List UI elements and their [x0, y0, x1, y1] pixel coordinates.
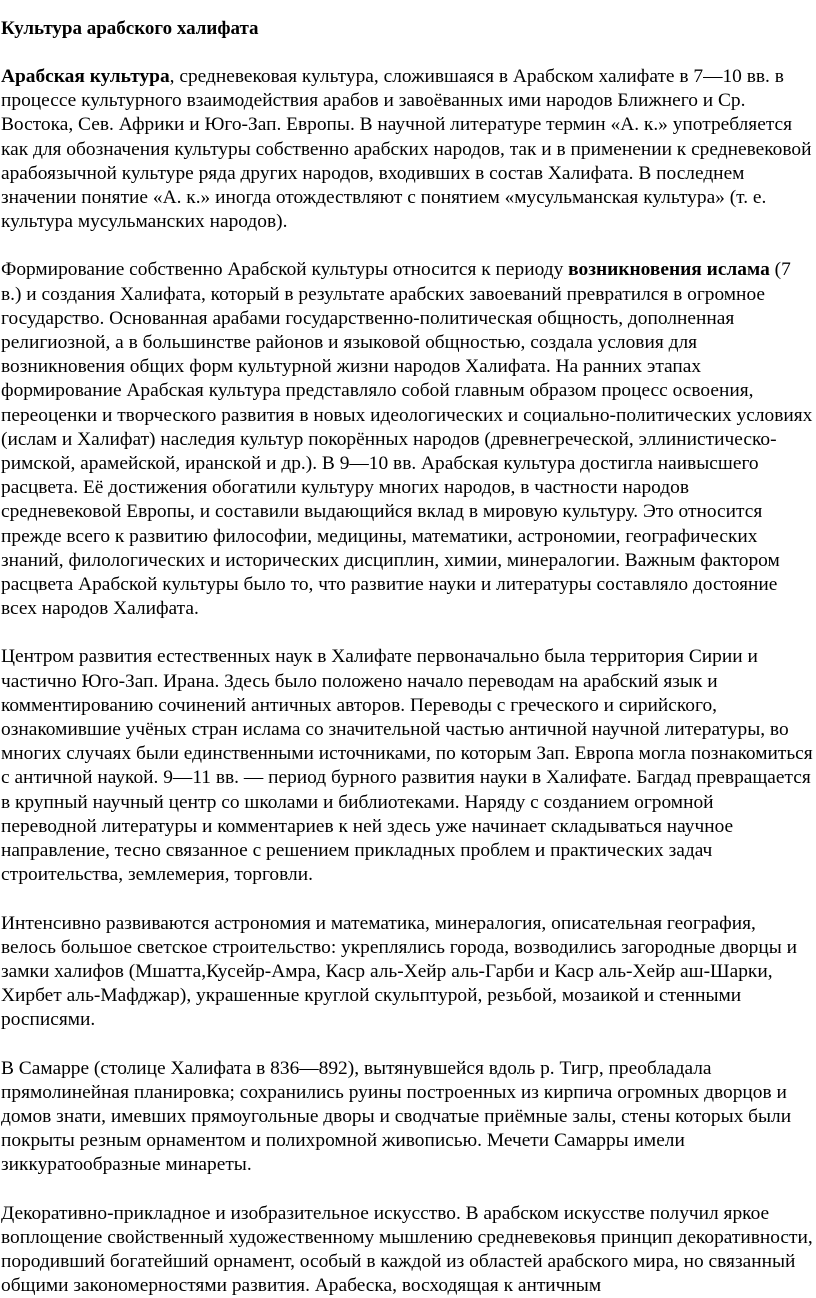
paragraph-text: , средневековая культура, сложившаяся в Арабском халифате в 7—10 вв. в процессе культурного взаимодействия арабов и завоёванных ими народов Ближнего и Ср. Востока, Сев. Африки и Юго-Зап. Европы. В научной литературе термин «А. к.» употребляется как для обозначения культуры собственно арабских народов, так и в применении к средневековой арабоязычной культуре ряда других народов, входивших в состав Халифата. В последнем значении понятие «А. к.» иногда отождествляют с понятием «мусульманская культура» (т. е. культура мусульманских народов). — [1, 66, 812, 233]
document-title: Культура арабского халифата — [1, 18, 259, 39]
paragraph-text: В Самарре (столице Халифата в 836—892), вытянувшейся вдоль р. Тигр, преобладала прямолинейная планировка; сохранились руины построенных из кирпича огромных дворцов и домов знати, имевших прямоугольные дворы и сводчатые приёмные залы, стены которых были покрыты резным орнаментом и полихромной живописью. Мечети Самарры имели зиккуратообразные минареты. — [1, 1057, 792, 1176]
paragraph-text: Формирование собственно Арабской культуры относится к периоду — [1, 259, 569, 281]
term-arab-culture: Арабская культура — [1, 66, 170, 87]
paragraph-natural-sciences — [1, 645, 813, 887]
paragraph-formation — [1, 258, 813, 621]
paragraph-astronomy-architecture — [1, 912, 813, 1033]
paragraph-text: Интенсивно развиваются астрономия и математика, минералогия, описательная география, велось большое светское строительство: укреплялись города, возводились загородные дворцы и замки халифов (Мшатта,Кусейр-Амра, Каср аль-Хейр аль-Гарби и Каср аль-Хейр аш-Шарки, Хирбет аль-Мафджар), украшенные круглой скульптурой, резьбой, мозаикой и стенными росписями. — [1, 912, 797, 1031]
paragraph-text: Центром развития естественных наук в Халифате первоначально была территория Сирии и частично Юго-Зап. Ирана. Здесь было положено начало переводам на арабский язык и комментированию сочинений античных авторов. Переводы с греческого и сирийского, ознакомившие учёных стран ислама со значительной частью античной научной литературы, во многих случаях были единственными источниками, по которым Зап. Европа могла познакомиться с античной наукой. 9—11 вв. — период бурного развития науки в Халифате. Багдад превращается в крупный научный центр со школами и библиотеками. Наряду с созданием огромной переводной литературы и комментариев к ней здесь уже начинает складываться научное направление, тесно связанное с решением прикладных проблем и практических задач строительства, землемерия, торговли. — [1, 646, 813, 886]
term-rise-of-islam: возникновения ислама — [568, 259, 770, 281]
paragraph-decorative-art — [1, 1202, 813, 1298]
paragraph-arab-culture-definition — [1, 65, 813, 234]
paragraph-text: Декоративно-прикладное и изобразительное искусство. В арабском искусстве получил яркое воплощение свойственный художественному мышлению средневековья принцип декоративности, породивший богатейший орнамент, особый в каждой из областей арабского мира, но связанный общими закономерностями развития. Арабеска, восходящая к античным — [1, 1202, 813, 1297]
paragraph-samarra — [1, 1057, 813, 1178]
paragraph-text: (7 в.) и создания Халифата, который в результате арабских завоеваний превратился в огромное государство. Основанная арабами государственно-политическая общность, дополненная религиозной, а в большинстве районов и языковой общностью, создала условия для возникновения общих форм культурной жизни народов Халифата. На ранних этапах формирование Арабская культура представляло собой главным образом процесс освоения, переоценки и творческого развития в новых идеологических и социально-политических условиях (ислам и Халифат) наследия культур покорённых народов (древнегреческой, эллинистическо-римской, арамейской, иранской и др.). В 9—10 вв. Арабская культура достигла наивысшего расцвета. Её достижения обогатили культуру многих народов, в частности народов средневековой Европы, и составили выдающийся вклад в мировую культуру. Это относится прежде всего к развитию философии, медицины, математики, астрономии, географических знаний, филологических и исторических дисциплин, химии, минералогии. Важным фактором расцвета Арабской культуры было то, что развитие науки и литературы составляло достояние всех народов Халифата. — [1, 259, 813, 620]
